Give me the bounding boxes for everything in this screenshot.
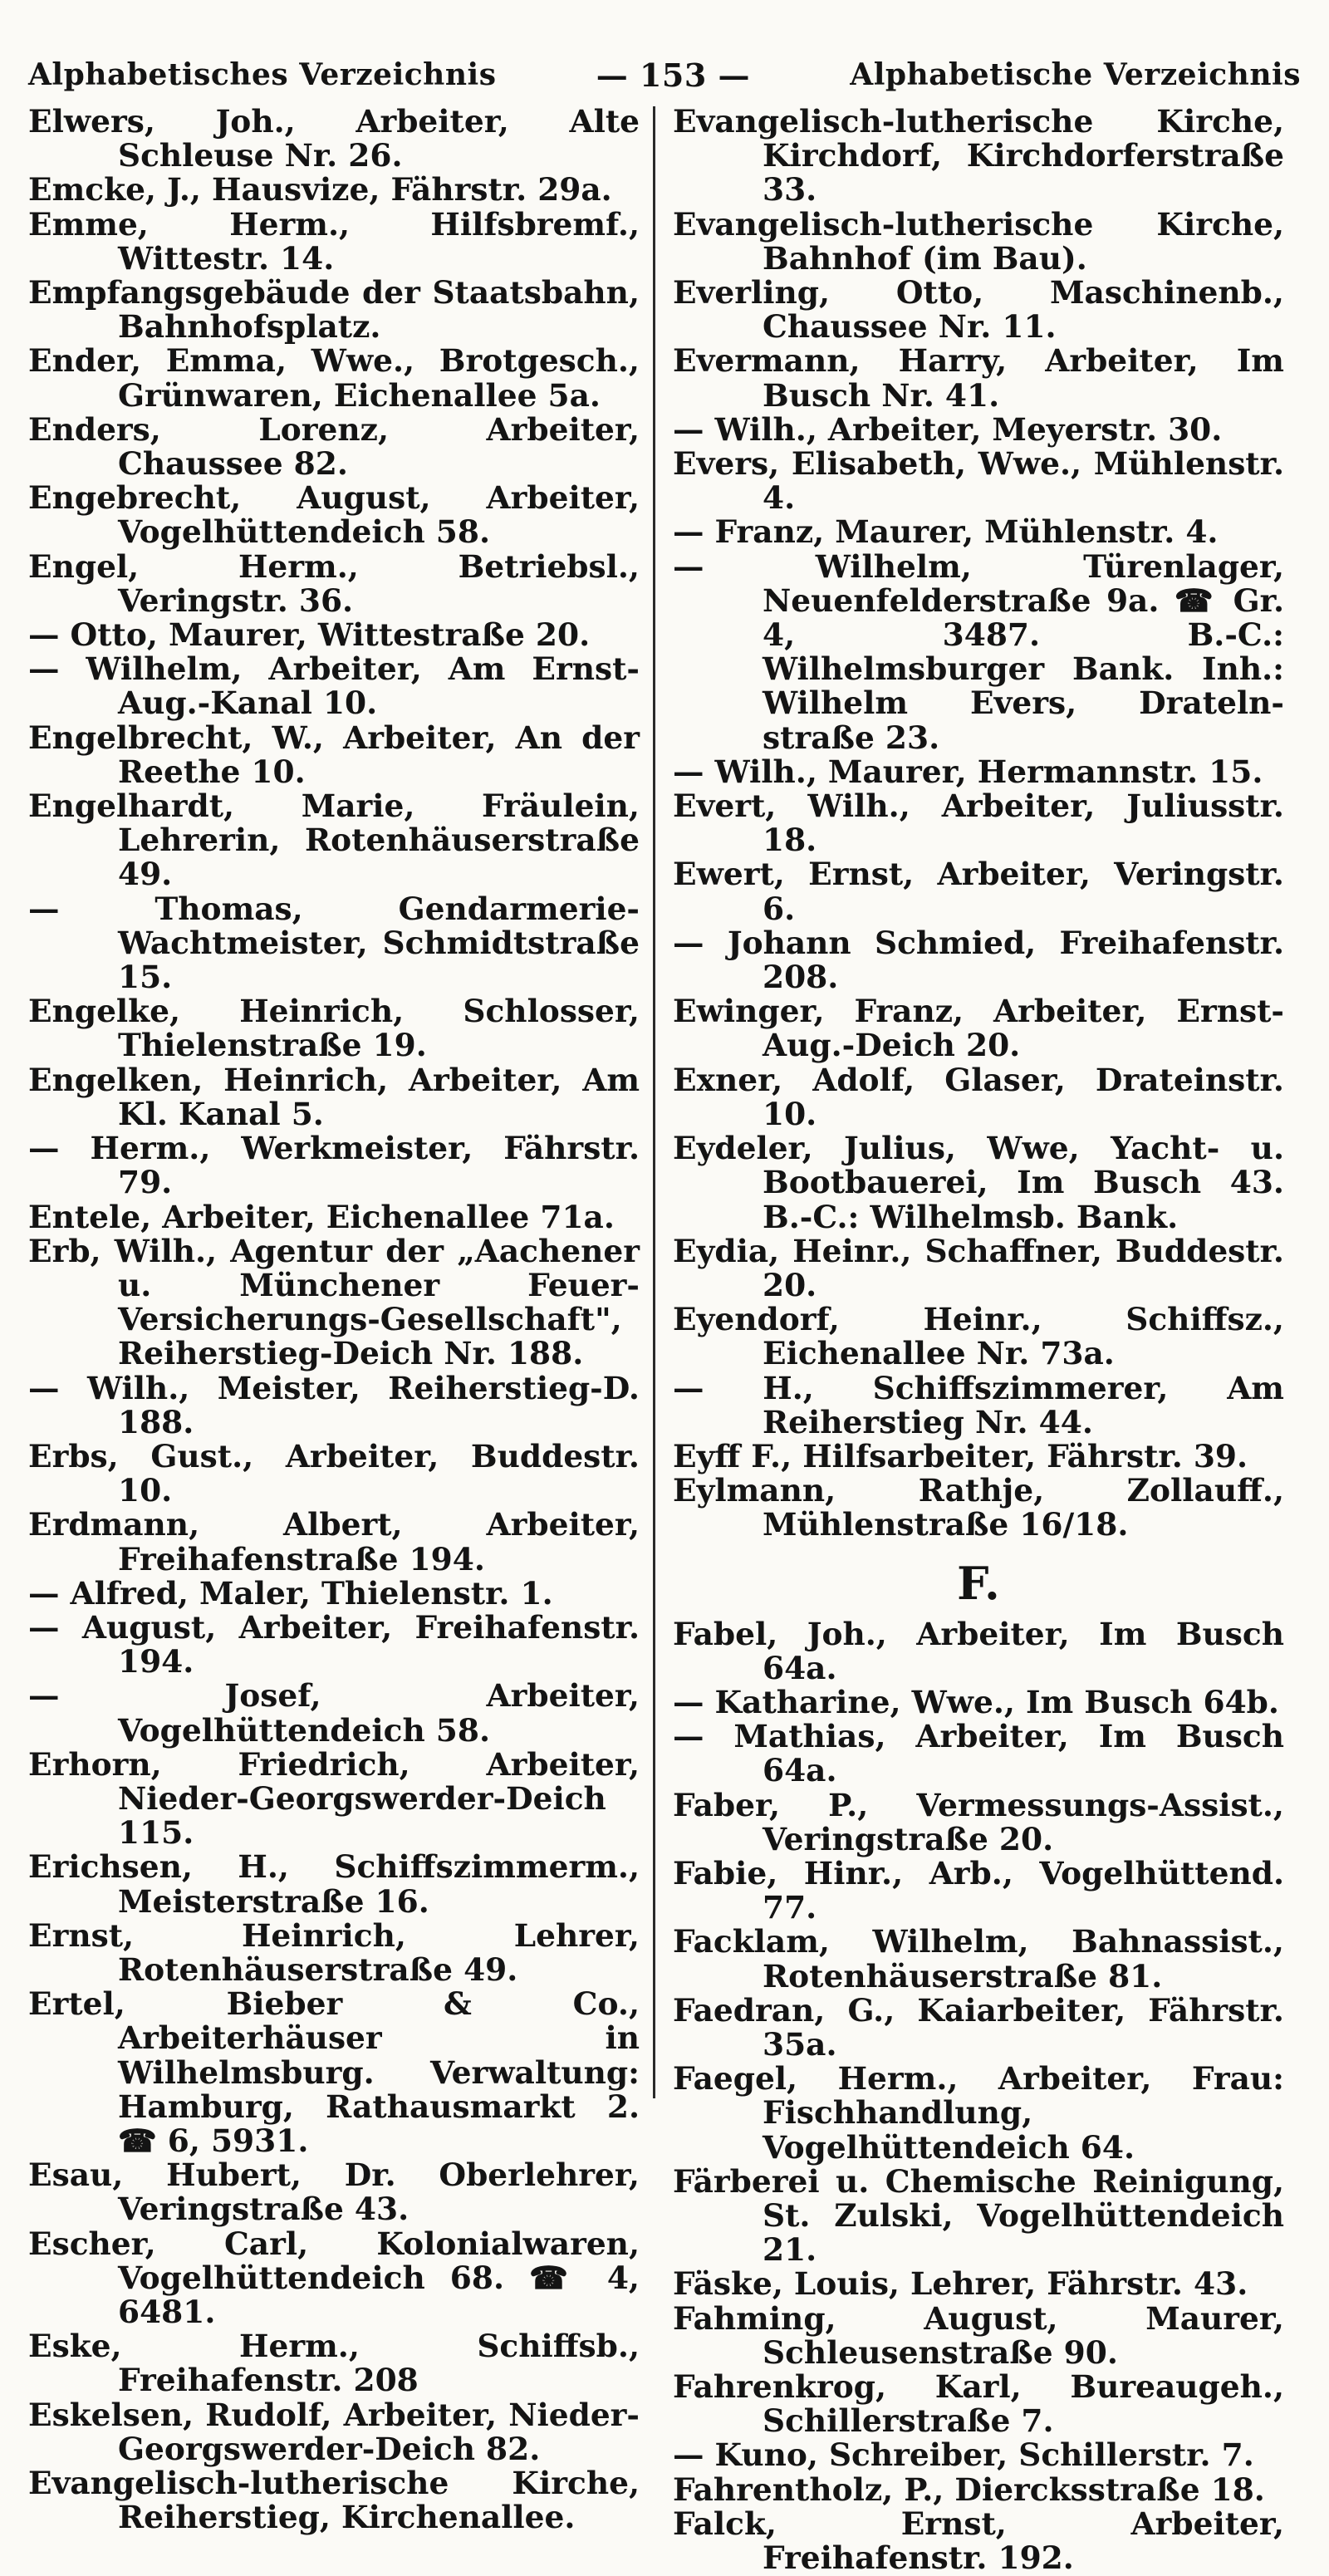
directory-entry: — Wilh., Arbeiter, Meyerstr. 30. <box>673 410 1223 448</box>
running-head-left: Alphabetisches Verzeichnis <box>28 57 497 92</box>
directory-entry: Facklam, Wilhelm, Bahnassist., Rotenhäuserstraße 81. <box>673 1923 1284 1995</box>
directory-entry: Fabie, Hinr., Arb., Vogelhüttend. 77. <box>673 1854 1284 1926</box>
directory-entry: Entele, Arbeiter, Eichenallee 71a. <box>28 1198 615 1235</box>
directory-entry: Erbs, Gust., Arbeiter, Buddestr. 10. <box>28 1437 640 1509</box>
directory-entry: — H., Schiffszimmerer, Am Reiherstieg Nr. 44. <box>673 1369 1284 1440</box>
directory-entry: Emcke, J., Hausvize, Fährstr. 29a. <box>28 171 612 209</box>
section-heading-f: F. <box>957 1556 1000 1610</box>
directory-entry: Evangelisch-lutherische Kirche, Bahnhof (im Bau). <box>673 205 1284 277</box>
directory-entry: Faegel, Herm., Arbeiter, Frau: Fischhandlung, Vogelhüttendeich 64. <box>673 2060 1284 2166</box>
directory-entry: Fabel, Joh., Arbeiter, Im Busch 64a. <box>673 1615 1284 1686</box>
directory-entry: — Wilh., Maurer, Hermannstr. 15. <box>673 753 1263 790</box>
directory-entry: — Josef, Arbeiter, Vogelhüttendeich 58. <box>28 1677 640 1749</box>
directory-entry: Engebrecht, August, Arbeiter, Vogelhüttendeich 58. <box>28 479 640 551</box>
directory-entry: Erichsen, H., Schiffszimmerm., Meisterstraße 16. <box>28 1848 640 1920</box>
directory-entry: Ertel, Bieber & Co., Arbeiterhäuser in Wilhelmsburg. Verwaltung: Hamburg, Rathausmarkt 2. ☎ 6, 5931. <box>28 1985 640 2159</box>
column-divider <box>653 106 655 2098</box>
directory-entry: Engel, Herm., Betriebsl., Veringstr. 36. <box>28 547 640 619</box>
directory-entry: Everling, Otto, Maschinenb., Chaussee Nr. 11. <box>673 274 1284 346</box>
directory-entry: — Otto, Maurer, Wittestraße 20. <box>28 616 591 654</box>
directory-entry: — Franz, Maurer, Mühlenstr. 4. <box>673 513 1219 551</box>
directory-entry: Fahrenkrog, Karl, Bureaugeh., Schillerstraße 7. <box>673 2368 1284 2440</box>
directory-entry: Escher, Carl, Kolonialwaren, Vogelhüttendeich 68. ☎ 4, 6481. <box>28 2225 640 2330</box>
directory-entry: Evert, Wilh., Arbeiter, Juliusstr. 18. <box>673 788 1284 859</box>
directory-entry: Fahming, August, Maurer, Schleusenstraße 90. <box>673 2299 1284 2371</box>
directory-entry: Faber, P., Vermessungs-Assist., Veringstraße 20. <box>673 1786 1284 1857</box>
directory-entry: — Johann Schmied, Freihafenstr. 208. <box>673 924 1284 996</box>
directory-entry: — Herm., Werkmeister, Fährstr. 79. <box>28 1130 640 1201</box>
directory-entry: Fahrentholz, P., Diercksstraße 18. <box>673 2471 1265 2508</box>
directory-entry: Fäske, Louis, Lehrer, Fährstr. 43. <box>673 2265 1248 2303</box>
directory-entry: Ender, Emma, Wwe., Brotgesch., Grünwaren, Eichenallee 5a. <box>28 342 640 414</box>
directory-entry: Faedran, G., Kaiarbeiter, Fährstr. 35a. <box>673 1991 1284 2063</box>
directory-entry: — Mathias, Arbeiter, Im Busch 64a. <box>673 1718 1284 1789</box>
directory-entry: — Thomas, Gendarmerie-Wachtmeister, Schmidtstraße 15. <box>28 890 640 996</box>
directory-entry: Engelhardt, Marie, Fräulein, Lehrerin, Rotenhäuserstraße 49. <box>28 788 640 893</box>
directory-entry: Eylmann, Rathje, Zollauff., Mühlenstraße 16/18. <box>673 1472 1284 1543</box>
directory-entry: Esau, Hubert, Dr. Oberlehrer, Veringstraße 43. <box>28 2156 640 2228</box>
directory-entry: Exner, Adolf, Glaser, Drateinstr. 10. <box>673 1061 1284 1132</box>
directory-entry: Eyendorf, Heinr., Schiffsz., Eichenallee Nr. 73a. <box>673 1301 1284 1372</box>
left-column <box>28 105 640 2534</box>
directory-entry: — Kuno, Schreiber, Schillerstr. 7. <box>673 2436 1254 2474</box>
page-header <box>28 52 1301 98</box>
directory-entry: Elwers, Joh., Arbeiter, Alte Schleuse Nr. 26. <box>28 103 640 174</box>
directory-entry: Evangelisch-lutherische Kirche, Kirchdorf, Kirchdorferstraße 33. <box>673 103 1284 209</box>
directory-entry: Engelke, Heinrich, Schlosser, Thielenstraße 19. <box>28 993 640 1064</box>
directory-entry: Eske, Herm., Schiffsb., Freihafenstr. 208 <box>28 2328 640 2399</box>
directory-entry: — Wilhelm, Arbeiter, Am Ernst-Aug.-Kanal 10. <box>28 650 640 722</box>
directory-entry: — Wilhelm, Türenlager, Neuenfelderstraße 9a. ☎ Gr. 4, 3487. B.-C.: Wilhelmsburger Bank. Inh.: Wilhelm Evers, Drateln-straße 23. <box>673 547 1284 756</box>
directory-entry: Falck, Ernst, Arbeiter, Freihafenstr. 192. <box>673 2505 1284 2576</box>
directory-entry: Empfangsgebäude der Staatsbahn, Bahnhofsplatz. <box>28 274 640 346</box>
directory-entry: Eskelsen, Rudolf, Arbeiter, Nieder-Georgswerder-Deich 82. <box>28 2396 640 2467</box>
directory-entry: Ernst, Heinrich, Lehrer, Rotenhäuserstraße 49. <box>28 1916 640 1988</box>
right-column <box>673 105 1284 2575</box>
directory-entry: Evermann, Harry, Arbeiter, Im Busch Nr. 41. <box>673 342 1284 414</box>
directory-entry: Engelbrecht, W., Arbeiter, An der Reethe 10. <box>28 719 640 790</box>
directory-entry: Erhorn, Friedrich, Arbeiter, Nieder-Georgswerder-Deich 115. <box>28 1745 640 1852</box>
directory-entry: — Katharine, Wwe., Im Busch 64b. <box>673 1683 1279 1720</box>
directory-entry: — Wilh., Meister, Reiherstieg-D. 188. <box>28 1369 640 1440</box>
directory-entry: Ewert, Ernst, Arbeiter, Veringstr. 6. <box>673 856 1284 927</box>
directory-entry: Eydia, Heinr., Schaffner, Buddestr. 20. <box>673 1232 1284 1303</box>
directory-entry: Evangelisch-lutherische Kirche, Reiherstieg, Kirchenallee. <box>28 2465 640 2536</box>
directory-entry: — Alfred, Maler, Thielenstr. 1. <box>28 1574 553 1612</box>
directory-entry: — August, Arbeiter, Freihafenstr. 194. <box>28 1608 640 1681</box>
directory-entry: Evers, Elisabeth, Wwe., Mühlenstr. 4. <box>673 445 1284 517</box>
running-head-right: Alphabetische Verzeichnis <box>850 57 1301 92</box>
page-number: — 153 — <box>596 56 751 94</box>
directory-entry: Emme, Herm., Hilfsbremf., Wittestr. 14. <box>28 205 640 277</box>
directory-entry: Eyff F., Hilfsarbeiter, Fährstr. 39. <box>673 1437 1248 1474</box>
directory-entry: Engelken, Heinrich, Arbeiter, Am Kl. Kanal 5. <box>28 1061 640 1132</box>
directory-entry: Eydeler, Julius, Wwe, Yacht- u. Bootbauerei, Im Busch 43. B.-C.: Wilhelmsb. Bank. <box>673 1130 1284 1235</box>
directory-entry: Erdmann, Albert, Arbeiter, Freihafenstraße 194. <box>28 1506 640 1577</box>
directory-entry: Färberei u. Chemische Reinigung, St. Zulski, Vogelhüttendeich 21. <box>673 2162 1284 2269</box>
directory-entry: Ewinger, Franz, Arbeiter, Ernst-Aug.-Deich 20. <box>673 993 1284 1064</box>
directory-entry-bold: Erb, Wilh., Agentur der „Aachener u. Münchener Feuer-Versicherungs-Gesellschaft", Reiherstieg-Deich Nr. 188. <box>28 1232 640 1372</box>
directory-entry: Enders, Lorenz, Arbeiter, Chaussee 82. <box>28 410 640 483</box>
